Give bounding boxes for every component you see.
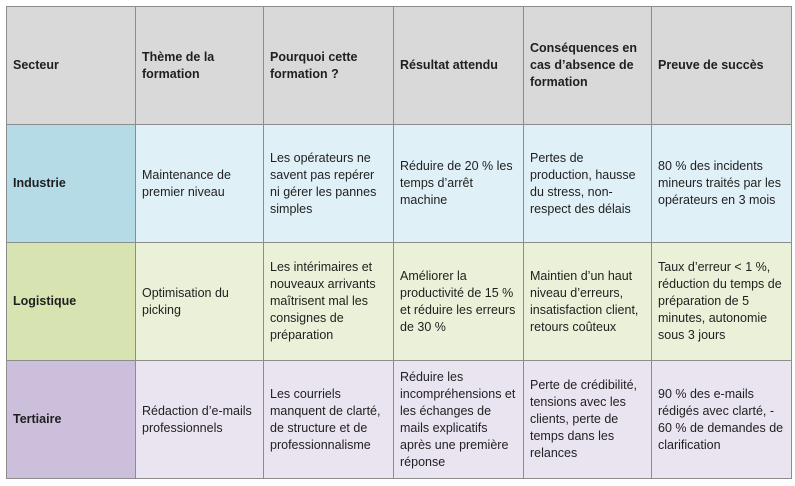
table-row: [7, 125, 792, 243]
header-secteur: Secteur: [7, 7, 136, 125]
resultat-cell: Réduire les incompréhensions et les échanges de mails explicatifs après une première réponse: [394, 361, 524, 479]
header-theme: Thème de la formation: [136, 7, 264, 125]
theme-cell: Rédaction d’e-mails professionnels: [136, 361, 264, 479]
theme-cell: Maintenance de premier niveau: [136, 125, 264, 243]
training-table: [6, 6, 792, 479]
table-header-row: [7, 7, 792, 125]
resultat-cell: Améliorer la productivité de 15 % et réduire les erreurs de 30 %: [394, 243, 524, 361]
table-row: [7, 361, 792, 479]
header-preuve: Preuve de succès: [652, 7, 792, 125]
resultat-cell: Réduire de 20 % les temps d’arrêt machine: [394, 125, 524, 243]
pourquoi-cell: Les courriels manquent de clarté, de structure et de professionnalisme: [264, 361, 394, 479]
sector-cell: Industrie: [7, 125, 136, 243]
pourquoi-cell: Les intérimaires et nouveaux arrivants maîtrisent mal les consignes de préparation: [264, 243, 394, 361]
sector-cell: Tertiaire: [7, 361, 136, 479]
consequences-cell: Maintien d’un haut niveau d’erreurs, insatisfaction client, retours coûteux: [524, 243, 652, 361]
consequences-cell: Perte de crédibilité, tensions avec les clients, perte de temps dans les relances: [524, 361, 652, 479]
theme-cell: Optimisation du picking: [136, 243, 264, 361]
header-pourquoi: Pourquoi cette formation ?: [264, 7, 394, 125]
preuve-cell: 80 % des incidents mineurs traités par les opérateurs en 3 mois: [652, 125, 792, 243]
consequences-cell: Pertes de production, hausse du stress, non-respect des délais: [524, 125, 652, 243]
pourquoi-cell: Les opérateurs ne savent pas repérer ni gérer les pannes simples: [264, 125, 394, 243]
table-row: [7, 243, 792, 361]
header-consequences: Conséquences en cas d’absence de formation: [524, 7, 652, 125]
sector-cell: Logistique: [7, 243, 136, 361]
header-resultat: Résultat attendu: [394, 7, 524, 125]
preuve-cell: 90 % des e-mails rédigés avec clarté, - 60 % de demandes de clarification: [652, 361, 792, 479]
preuve-cell: Taux d’erreur < 1 %, réduction du temps de préparation de 5 minutes, autonomie sous 3 jours: [652, 243, 792, 361]
